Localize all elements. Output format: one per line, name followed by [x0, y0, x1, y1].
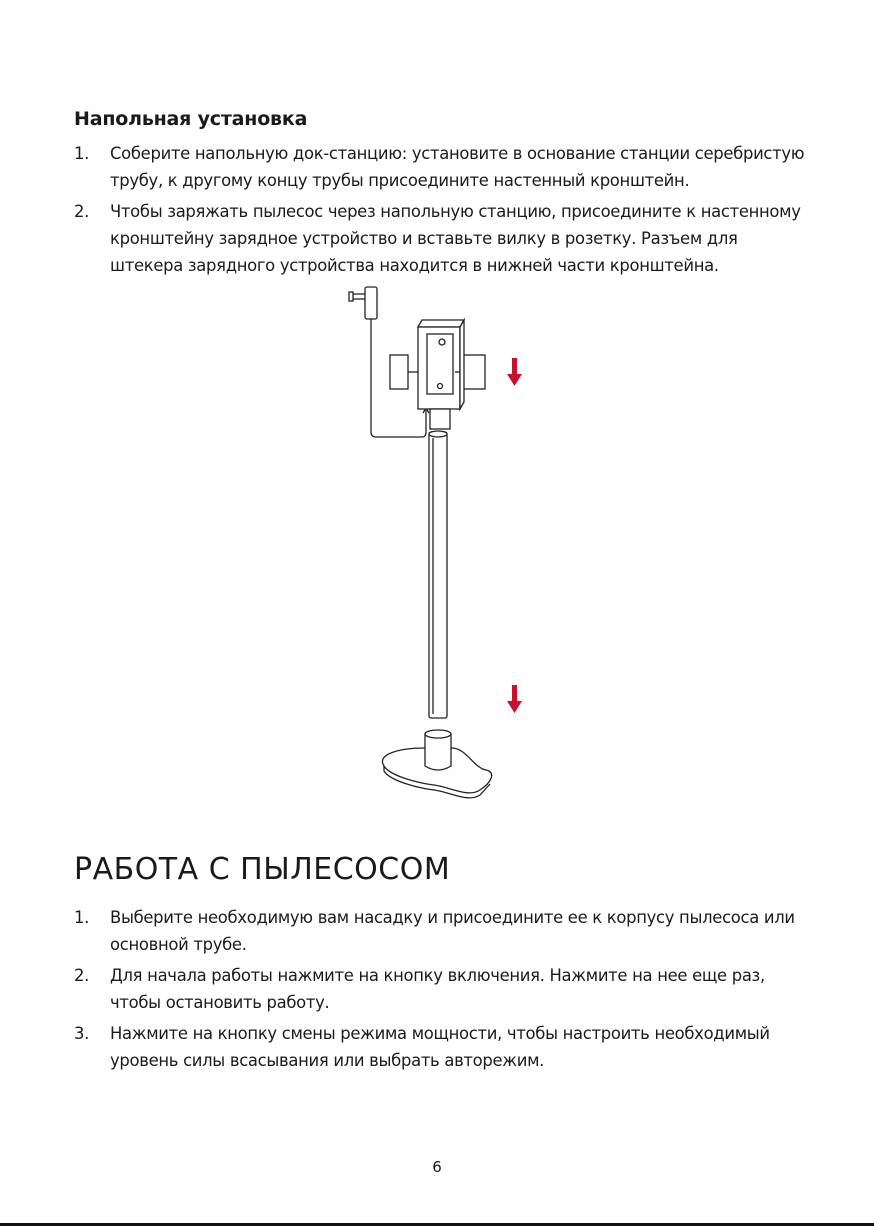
section-heading-vacuum-operation: РАБОТА С ПЫЛЕСОСОМ: [74, 852, 451, 887]
down-arrow-icon: [507, 358, 522, 386]
list-item-text: Для начала работы нажмите на кнопку включения. Нажмите на нее еще раз, чтобы остановить работу.: [110, 966, 765, 1012]
list-item-text: Нажмите на кнопку смены режима мощности, чтобы настроить необходимый уровень силы всасывания или выбрать авторежим.: [110, 1024, 770, 1070]
section-heading-floor-install: Напольная установка: [74, 108, 308, 130]
list-item-number: 3.: [74, 1024, 90, 1043]
floor-base: [382, 730, 491, 798]
wall-bracket: [390, 320, 485, 429]
floor-dock-illustration: [340, 282, 540, 802]
page-number: 6: [432, 1158, 442, 1176]
list-item-text: Соберите напольную док-станцию: установите в основание станции серебристую трубу, к другому концу трубы присоедините настенный кронштейн.: [110, 144, 805, 190]
list-item-number: 2.: [74, 966, 90, 985]
operation-steps-list: [74, 904, 814, 1078]
list-item-text: Чтобы заряжать пылесос через напольную станцию, присоедините к настенному кронштейну зарядное устройство и вставьте вилку в розетку. Разъем для штекера зарядного устройства находится в нижней части кронштейна.: [110, 202, 801, 275]
install-steps-list: [74, 140, 814, 283]
list-item: [74, 140, 814, 194]
list-item-number: 1.: [74, 908, 90, 927]
down-arrow-icon: [507, 685, 522, 713]
list-item-text: Выберите необходимую вам насадку и присоедините ее к корпусу пылесоса или основной трубе.: [110, 908, 795, 954]
silver-pole: [429, 431, 447, 718]
list-item-number: 1.: [74, 144, 90, 163]
list-item: [74, 198, 814, 279]
list-item-number: 2.: [74, 202, 90, 221]
list-item: [74, 1020, 814, 1074]
list-item: [74, 904, 814, 958]
charger-plug: [349, 287, 377, 319]
list-item: [74, 962, 814, 1016]
